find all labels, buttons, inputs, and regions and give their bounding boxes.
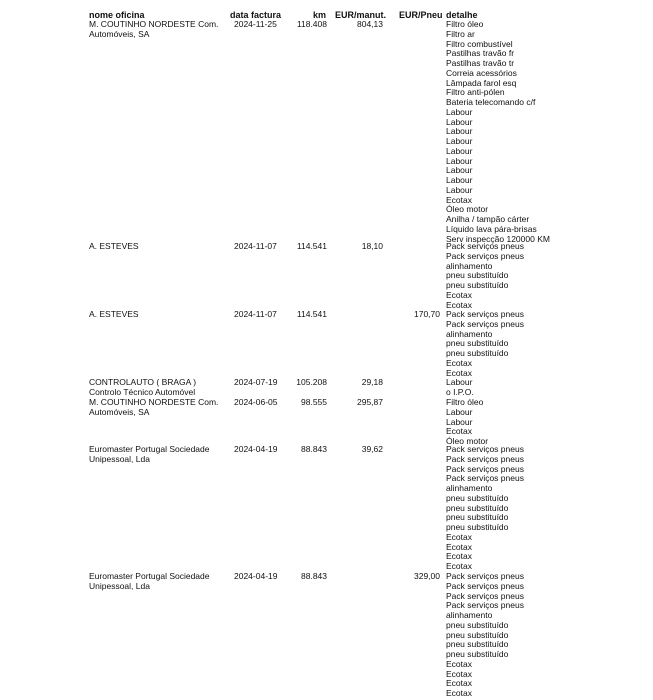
detail-line: pneu substituído [446, 270, 509, 281]
detail-line: Pack serviços pneus [446, 241, 524, 251]
detail-line: pneu substituído [446, 619, 509, 630]
detail-line: Pack serviços pneus [446, 444, 524, 454]
eur-maintenance-value: 39,62 [361, 444, 383, 454]
detail-line: pneu substituído [446, 629, 509, 640]
detail-line: Ecotax [446, 531, 472, 542]
km-value: 105.208 [296, 377, 327, 387]
detail-line: Pack serviços pneus [446, 580, 524, 591]
detail-line: Filtro anti-pólen [446, 87, 505, 98]
eur-maintenance-value: 804,13 [357, 19, 383, 29]
detail-line: alinhamento [446, 260, 493, 271]
detail-line: Labour [446, 175, 473, 185]
detail-line: pneu substituído [446, 639, 509, 650]
workshop-name: Automóveis, SA [89, 28, 150, 39]
detail-line: pneu substituído [446, 280, 509, 290]
detail-line: pneu substituído [446, 512, 509, 523]
detail-line: Ecotax [446, 678, 472, 689]
eur-maintenance-value: 18,10 [361, 241, 383, 251]
detail-line: Anilha / tampão cárter [446, 214, 530, 224]
invoice-date: 2024-11-07 [234, 241, 277, 251]
eur-maintenance-value: 295,87 [357, 397, 383, 407]
detail-line: pneu substituído [446, 522, 509, 532]
invoice-date: 2024-11-25 [234, 19, 277, 29]
invoice-date: 2024-07-19 [234, 377, 278, 387]
detail-line: alinhamento [446, 483, 493, 493]
detail-line: Pastilhas travão tr [446, 58, 515, 68]
workshop-name: CONTROLAUTO ( BRAGA ) [89, 377, 197, 387]
detail-line: Ecotax [446, 658, 472, 669]
km-value: 114.541 [296, 241, 327, 251]
workshop-name: Controlo Técnico Automóvel [89, 386, 196, 397]
workshop-name: A. ESTEVES [89, 241, 139, 251]
detail-line: Pack serviços pneus [446, 571, 524, 581]
detail-line: Pack serviços pneus [446, 453, 524, 464]
detail-line: Pack serviços pneus [446, 473, 524, 484]
detail-line: Labour [446, 116, 473, 127]
invoice-date: 2024-04-19 [234, 571, 278, 581]
detail-line: Pack serviços pneus [446, 590, 524, 601]
detail-line: Ecotax [446, 289, 472, 300]
header-km: km [313, 10, 327, 20]
km-value: 118.408 [296, 19, 327, 29]
detail-line: pneu substituído [446, 492, 509, 503]
km-value: 114.541 [296, 309, 327, 319]
detail-line: Labour [446, 406, 473, 417]
detail-line: Bateria telecomando c/f [446, 97, 536, 107]
invoice-date: 2024-06-05 [234, 397, 278, 407]
km-value: 88.843 [301, 444, 327, 454]
detail-line: Líquido lava pára-brisas [446, 223, 537, 234]
detail-line: Filtro combustível [446, 38, 513, 49]
km-value: 98.555 [301, 397, 327, 407]
detail-line: Pastilhas travão fr [446, 48, 515, 59]
workshop-name: Unipessoal, Lda [89, 580, 150, 591]
detail-line: Labour [446, 165, 473, 176]
detail-line: Labour [446, 106, 473, 117]
detail-line: pneu substituído [446, 649, 509, 659]
detail-line: Óleo motor [446, 436, 489, 446]
detail-line: Labour [446, 145, 473, 156]
detail-line: Pack serviços pneus [446, 309, 524, 319]
detail-line: Labour [446, 155, 473, 166]
workshop-name: M. COUTINHO NORDESTE Com. [89, 397, 219, 407]
eur-tyre-value: 170,70 [414, 309, 440, 319]
workshop-name: A. ESTEVES [89, 309, 139, 319]
detail-line: pneu substituído [446, 348, 509, 358]
detail-line: Ecotax [446, 194, 472, 205]
invoice-date: 2024-04-19 [234, 444, 278, 454]
detail-line: Ecotax [446, 551, 472, 562]
header-eur-tyre: EUR/Pneu [399, 10, 443, 20]
eur-maintenance-value: 29,18 [361, 377, 383, 387]
workshop-name: Unipessoal, Lda [89, 453, 150, 464]
detail-line: alinhamento [446, 610, 493, 620]
detail-line: Labour [446, 377, 473, 387]
workshop-name: M. COUTINHO NORDESTE Com. [89, 19, 219, 29]
detail-line: Ecotax [446, 357, 472, 368]
detail-line: Serv inspecção 120000 KM [446, 233, 550, 244]
detail-line: Ecotax [446, 367, 472, 378]
detail-line: Ecotax [446, 299, 472, 310]
detail-line: Ecotax [446, 426, 472, 437]
eur-tyre-value: 329,00 [414, 571, 440, 581]
detail-line: Pack serviços pneus [446, 318, 524, 329]
detail-line: alinhamento [446, 328, 493, 339]
km-value: 88.843 [301, 571, 327, 581]
detail-line: Ecotax [446, 688, 472, 698]
detail-line: Filtro ar [446, 28, 475, 39]
detail-line: Filtro óleo [446, 397, 484, 407]
detail-line: Pack serviços pneus [446, 600, 524, 611]
detail-line: Lâmpada farol esq [446, 77, 517, 88]
detail-line: Correia acessórios [446, 67, 517, 78]
detail-line: Pack serviços pneus [446, 250, 524, 261]
detail-line: pneu substituído [446, 338, 509, 349]
header-invoice-date: data factura [230, 10, 282, 20]
detail-line: pneu substituído [446, 502, 509, 513]
detail-line: o I.P.O. [446, 386, 474, 397]
workshop-name: Automóveis, SA [89, 406, 150, 417]
detail-line: Labour [446, 184, 473, 195]
detail-line: Labour [446, 126, 473, 137]
detail-line: Ecotax [446, 541, 472, 552]
detail-line: Pack serviços pneus [446, 463, 524, 474]
detail-line: Labour [446, 136, 473, 146]
header-workshop: nome oficina [89, 10, 145, 20]
detail-line: Filtro óleo [446, 19, 484, 29]
detail-line: Ecotax [446, 668, 472, 679]
detail-line: Labour [446, 416, 473, 427]
detail-line: Ecotax [446, 561, 472, 571]
header-eur-maintenance: EUR/manut. [335, 10, 387, 20]
header-detail: detalhe [446, 10, 478, 20]
workshop-name: Euromaster Portugal Sociedade [89, 444, 210, 454]
workshop-name: Euromaster Portugal Sociedade [89, 571, 210, 581]
invoice-date: 2024-11-07 [234, 309, 277, 319]
detail-line: Óleo motor [446, 204, 489, 215]
